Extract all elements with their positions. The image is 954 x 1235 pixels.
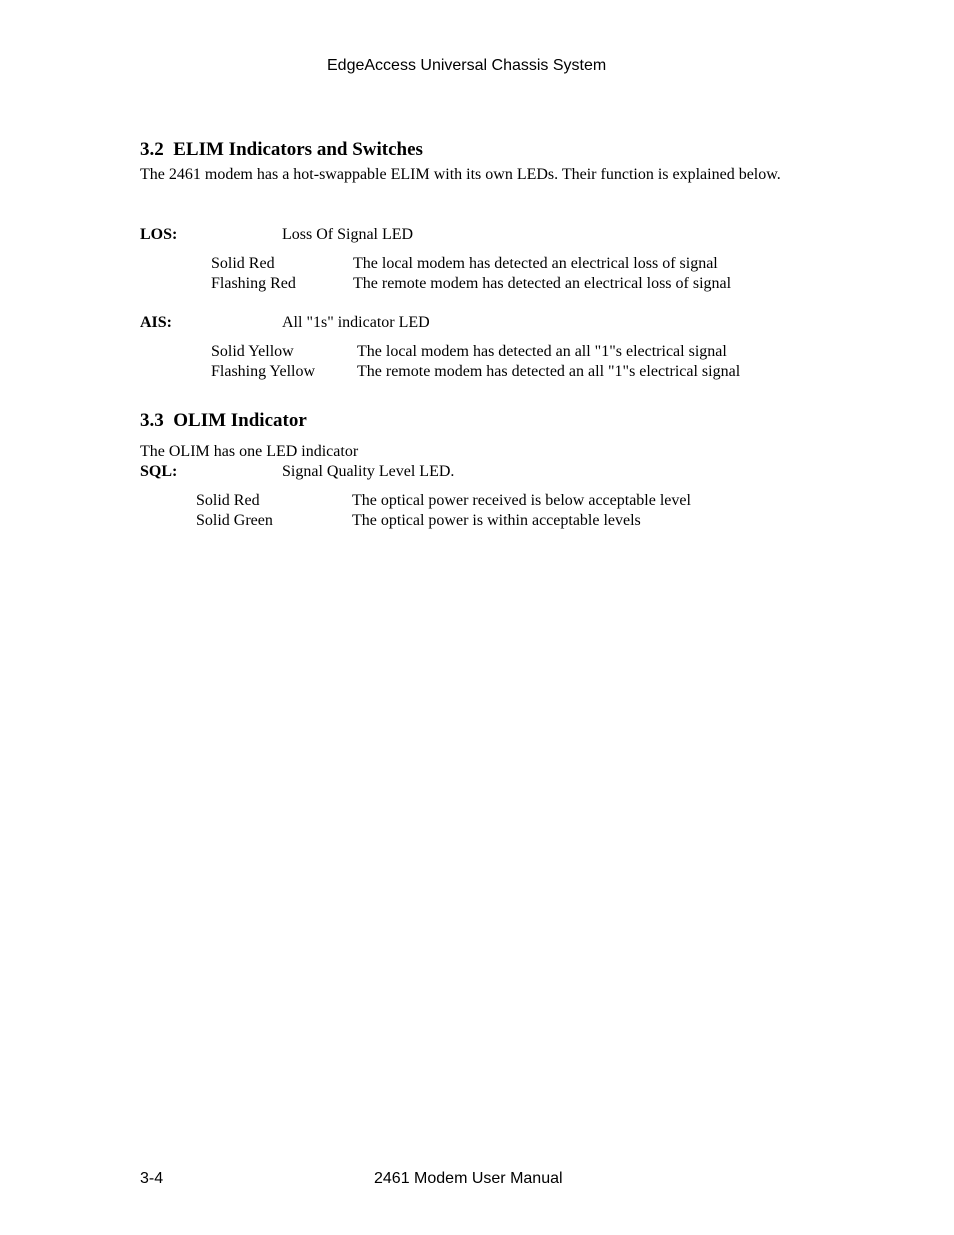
section-intro-3-3: The OLIM has one LED indicator — [140, 443, 359, 460]
los-description: Loss Of Signal LED — [282, 226, 414, 243]
ais-state-solid-yellow: Solid Yellow — [211, 343, 294, 360]
ais-description: All "1s" indicator LED — [282, 314, 430, 331]
sql-state-solid-red: Solid Red — [196, 492, 260, 509]
sql-meaning-solid-green: The optical power is within acceptable levels — [352, 512, 641, 529]
ais-label: AIS: — [140, 314, 173, 331]
ais-meaning-solid-yellow: The local modem has detected an all "1"s electrical signal — [357, 343, 727, 360]
ais-state-flashing-yellow: Flashing Yellow — [211, 363, 316, 380]
sql-state-solid-green: Solid Green — [196, 512, 273, 529]
section-intro-3-2: The 2461 modem has a hot-swappable ELIM with its own LEDs. Their function is explained below. — [140, 166, 781, 183]
footer-manual-title: 2461 Modem User Manual — [374, 1170, 563, 1187]
footer-page-number: 3-4 — [140, 1170, 164, 1187]
los-label: LOS: — [140, 226, 178, 243]
sql-description: Signal Quality Level LED. — [282, 463, 455, 480]
ais-meaning-flashing-yellow: The remote modem has detected an all "1"s electrical signal — [357, 363, 741, 380]
sql-meaning-solid-red: The optical power received is below acceptable level — [352, 492, 691, 509]
section-heading-3-2: 3.2 ELIM Indicators and Switches — [140, 139, 423, 160]
los-meaning-solid-red: The local modem has detected an electrical loss of signal — [353, 255, 718, 272]
los-state-solid-red: Solid Red — [211, 255, 275, 272]
section-heading-3-3: 3.3 OLIM Indicator — [140, 410, 307, 431]
los-state-flashing-red: Flashing Red — [211, 275, 296, 292]
running-header: EdgeAccess Universal Chassis System — [327, 57, 607, 74]
sql-label: SQL: — [140, 463, 178, 480]
los-meaning-flashing-red: The remote modem has detected an electrical loss of signal — [353, 275, 732, 292]
